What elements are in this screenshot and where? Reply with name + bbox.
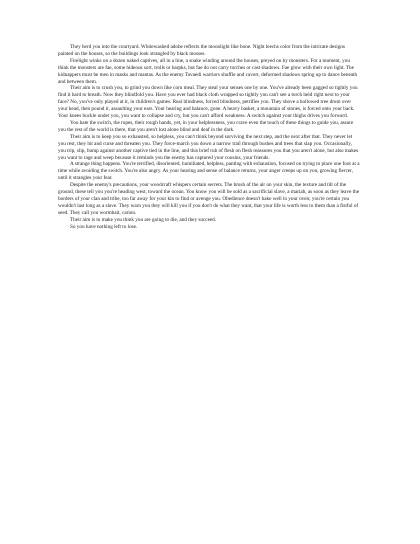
paragraph-2: Firelight winks on a dozen naked captives, all in a line, a snake winding around the houses, preyed on by monsters. For a moment, you think the monsters are fae, some hideous sort, trolls or harpks, but fae do not carry torches or cast shadows. Fae glow with their own light. The kidnappers must be men in masks and mantas. As the enemy Tavaedi warriors shuffle and cavort, deformed shadows spring up to dance beneath and between them.: [58, 57, 358, 85]
paragraph-6: A strange thing happens. You're terrified, disoriented, humiliated, helpless, panting with exhaustion, focused on trying to place one foot at a time while avoiding the switch. You're also angry. As your hearing and sense of balance returns, your anger creeps up on you, growing fiercer, until it strangles your fear.: [58, 161, 360, 182]
paragraph-7: Despite the enemy's precautions, your woodcraft whispers certain secrets. The brush of the air on your skin, the texture and tilt of the ground, these tell you you're heading west, toward the ocean. You know you will be sold as a sacrificial slave, a mariah, as soon as they leave the borders of your clan and tribe, too far away for your kin to find or avenge you. Obedience doesn't bake well in your oven; you're certain you wouldn't last long as a slave. They warn you they will kill you if you don't do what they want, that your life is worth less to them than a fistful of seed. They call you wormbait, carion.: [58, 182, 360, 216]
paragraph-1: They herd you into the courtyard. Whitewashed adobe reflects the moonlight like bone. Night leechs color from the intricate designs painted on the houses, so the buildings look strangled by black mosses.: [58, 44, 345, 57]
paragraph-9: So you have nothing left to lose.: [70, 223, 138, 230]
paragraph-8: Their aim is to make you think you are going to die, and they succeed.: [70, 216, 217, 223]
document-page: [58, 44, 360, 230]
paragraph-3: Their aim is to crush you, to grind you down like corn meal. They steal your senses one by one. You've already been gagged so tightly you find it hard to breath. Now they blindfold you. Have you ever had black cloth wrapped so tightly you can't see a torch held right next to your face? No, you've only played at it, in children's games. Real blindness, forced blindness, petrifies you. They shove a hollowed tree drum over your head, then pound it, assaulting your ears. Your hearing and balance, gone. A heavy basket, a mountain of stones, is forced onto your back. Your knees buckle under you, you want to collapse and cry, but you can't afford weakness. A switch against your thighs drives you forward.: [58, 85, 358, 120]
paragraph-5: Their aim is to keep you so exhausted, so helpless, you can't think beyond surviving the next step, and the next after that. They never let you rest, they hit and curse and threaten you. They force-march you down a narrow trail through bushes and trees that slap you. Occasionally, you trip, slip, bump against another captive tied in the line, and this brief rub of flesh on flesh reassures you that you aren't alone, but also makes you want to rage and weep because it reminds you the enemy has captured your cousins, your friends.: [58, 133, 359, 161]
paragraph-4: You hate the switch, the ropes, their rough hands, yet, in your helplessness, you crave even the touch of these things to guide you, assure you the rest of the world is there, that you aren't lost alone blind and deaf in the dark.: [58, 119, 354, 133]
